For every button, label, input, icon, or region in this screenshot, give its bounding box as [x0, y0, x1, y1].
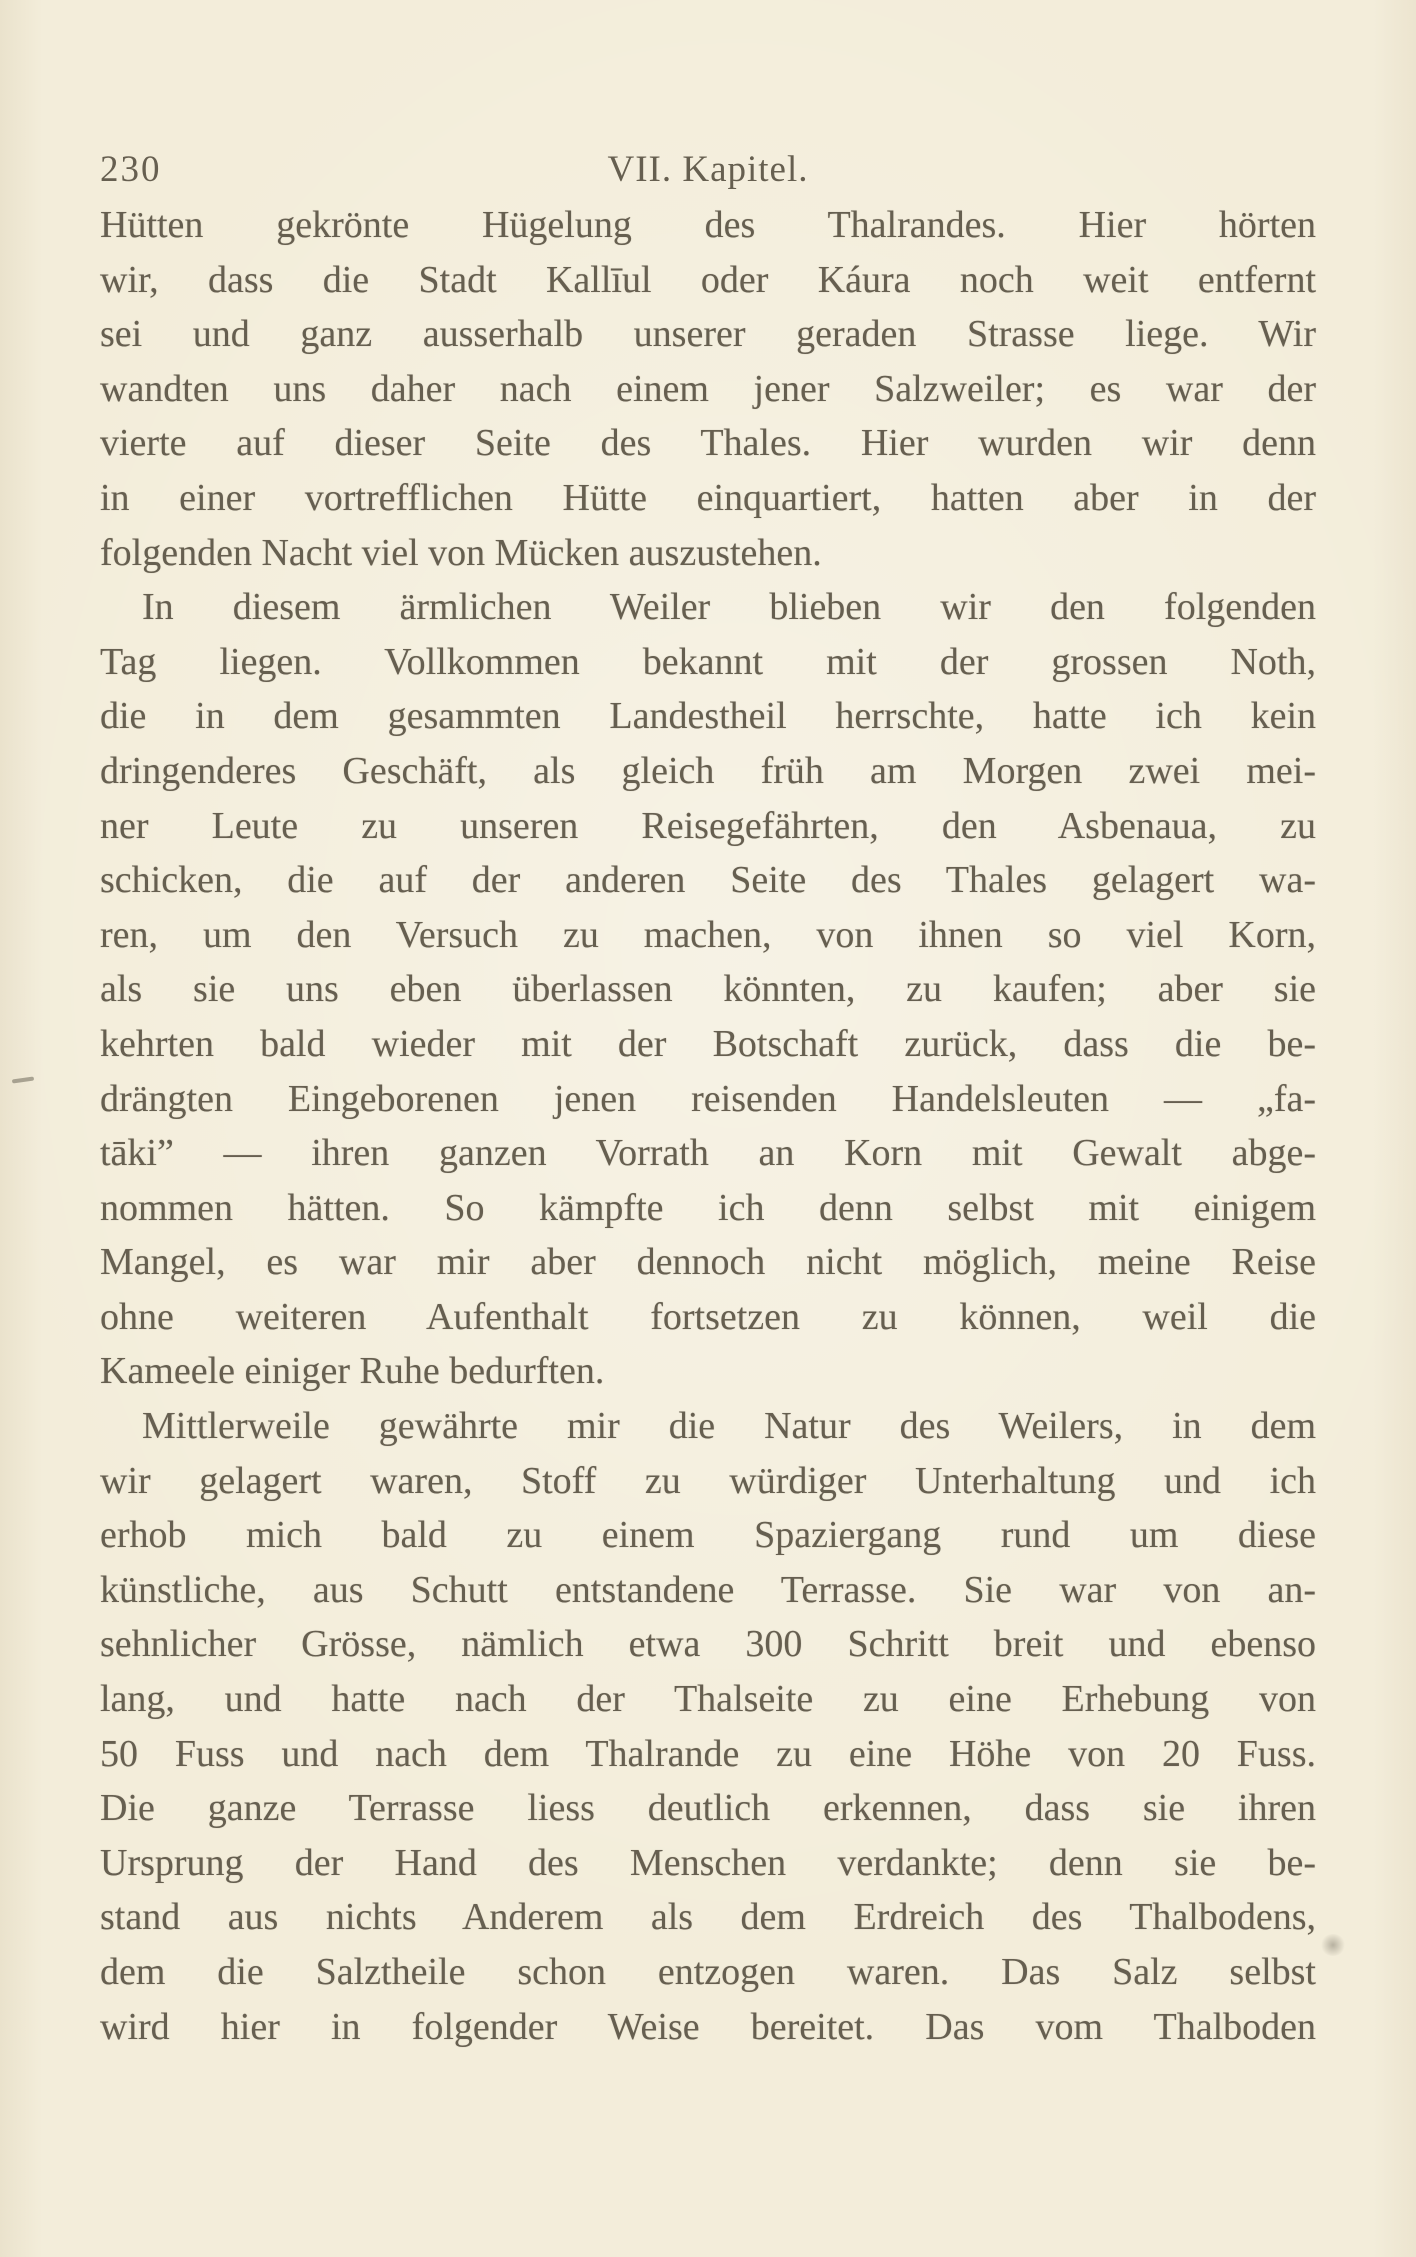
text-line: wird hier in folgender Weise bereitet. Das vom Thalboden [100, 2005, 1316, 2048]
text-block [100, 198, 1316, 2054]
text-line: die in dem gesammten Landestheil herrschte, hatte ich kein [100, 695, 1316, 738]
text-line: ren, um den Versuch zu machen, von ihnen so viel Korn, [100, 913, 1316, 956]
text-line: als sie uns eben überlassen könnten, zu kaufen; aber sie [100, 968, 1316, 1011]
text-line: drängten Eingeborenen jenen reisenden Handelsleuten — „fa- [100, 1077, 1316, 1120]
text-line: folgenden Nacht viel von Mücken auszustehen. [100, 531, 822, 574]
text-line: ohne weiteren Aufenthalt fortsetzen zu können, weil die [100, 1295, 1316, 1338]
text-line: tāki” — ihren ganzen Vorrath an Korn mit Gewalt abge- [100, 1132, 1316, 1175]
text-line: wir, dass die Stadt Kallīul oder Káura noch weit entfernt [100, 258, 1316, 301]
text-line: stand aus nichts Anderem als dem Erdreich des Thalbodens, [100, 1896, 1316, 1939]
text-line: ner Leute zu unseren Reisegefährten, den Asbenaua, zu [100, 804, 1316, 847]
text-line: sei und ganz ausserhalb unserer geraden Strasse liege. Wir [100, 313, 1316, 356]
page-number: 230 [100, 149, 162, 190]
text-line: dem die Salztheile schon entzogen waren. Das Salz selbst [100, 1951, 1316, 1993]
text-line: erhob mich bald zu einem Spaziergang rund um diese [100, 1514, 1316, 1557]
text-line: Mittlerweile gewährte mir die Natur des Weilers, in dem [142, 1405, 1316, 1448]
text-line: wir gelagert waren, Stoff zu würdiger Unterhaltung und ich [100, 1459, 1316, 1502]
page-header [100, 146, 1316, 194]
text-line: künstliche, aus Schutt entstandene Terrasse. Sie war von an- [100, 1568, 1316, 1611]
text-line: nommen hätten. So kämpfte ich denn selbst mit einigem [100, 1186, 1316, 1229]
text-line: Hütten gekrönte Hügelung des Thalrandes. Hier hörten [100, 204, 1316, 246]
text-line: lang, und hatte nach der Thalseite zu eine Erhebung von [100, 1678, 1316, 1721]
text-line: vierte auf dieser Seite des Thales. Hier wurden wir denn [100, 422, 1316, 465]
text-line: In diesem ärmlichen Weiler blieben wir den folgenden [142, 586, 1316, 629]
ink-smudge [1320, 1934, 1346, 1956]
text-line: 50 Fuss und nach dem Thalrande zu eine Höhe von 20 Fuss. [100, 1732, 1316, 1775]
text-line: wandten uns daher nach einem jener Salzweiler; es war der [100, 367, 1316, 410]
chapter-running-title: VII. Kapitel. [607, 149, 809, 190]
text-line: Tag liegen. Vollkommen bekannt mit der grossen Noth, [100, 640, 1316, 683]
text-line: Die ganze Terrasse liess deutlich erkennen, dass sie ihren [100, 1787, 1316, 1830]
text-line: schicken, die auf der anderen Seite des Thales gelagert wa- [100, 859, 1316, 902]
text-line: dringenderes Geschäft, als gleich früh am Morgen zwei mei- [100, 749, 1316, 792]
text-line: Ursprung der Hand des Menschen verdankte; denn sie be- [100, 1841, 1316, 1884]
margin-mark [12, 1076, 34, 1083]
text-line: sehnlicher Grösse, nämlich etwa 300 Schritt breit und ebenso [100, 1623, 1316, 1666]
text-line: kehrten bald wieder mit der Botschaft zurück, dass die be- [100, 1022, 1316, 1065]
text-line: Mangel, es war mir aber dennoch nicht möglich, meine Reise [100, 1241, 1316, 1284]
text-line: in einer vortrefflichen Hütte einquartiert, hatten aber in der [100, 476, 1316, 519]
text-line: Kameele einiger Ruhe bedurften. [100, 1350, 605, 1393]
